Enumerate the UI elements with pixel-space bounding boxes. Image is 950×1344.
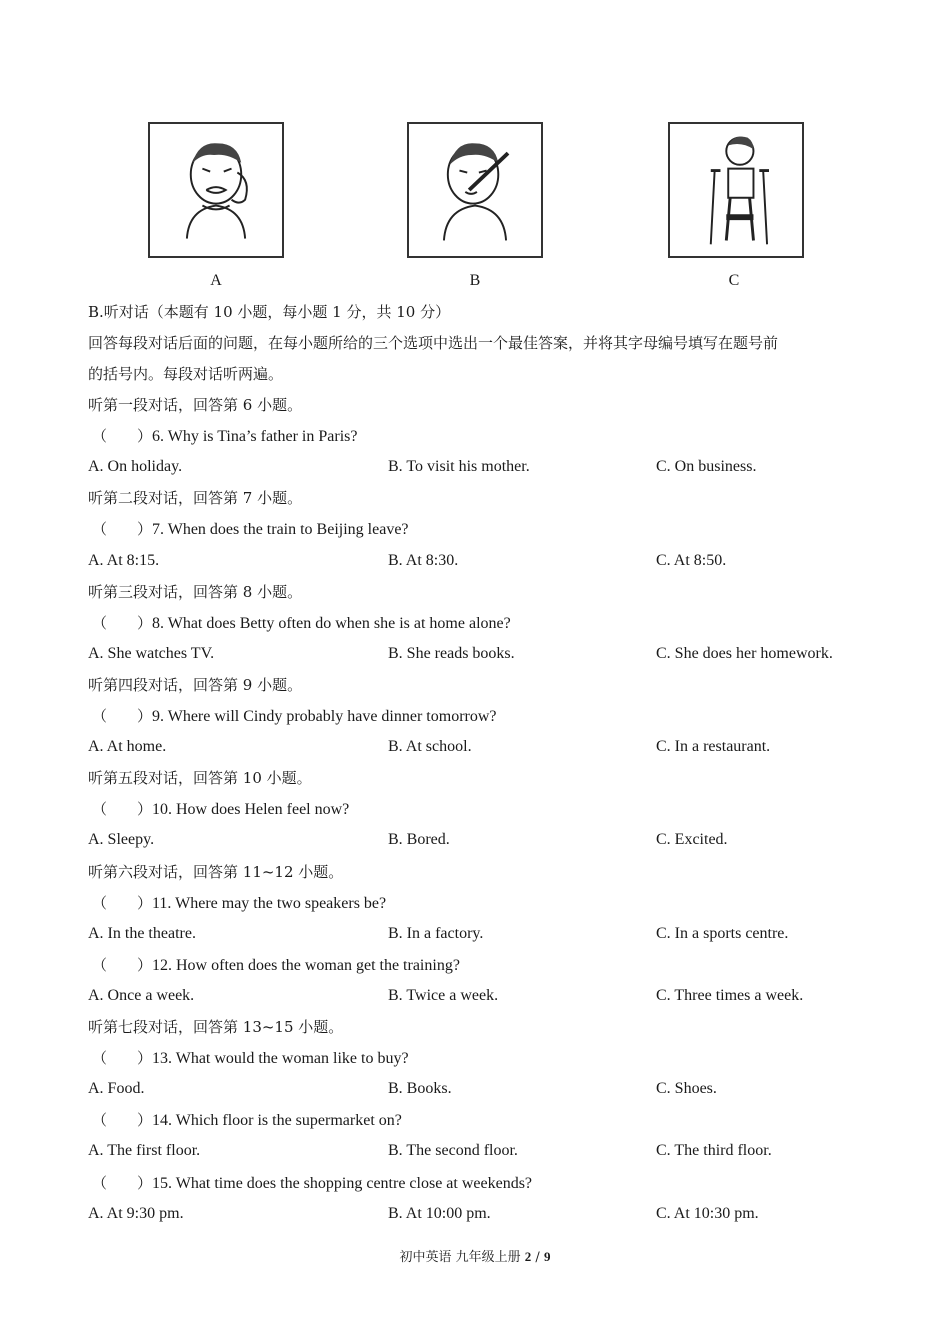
question [92,519,409,540]
question-text: 14. Which floor is the supermarket on? [152,1112,402,1129]
option-c: C. In a restaurant. [656,738,771,755]
fever-boy-icon [407,122,543,258]
question [92,1173,532,1194]
option-c: C. On business. [656,458,757,475]
answer-bracket[interactable]: （ ） [92,1174,153,1192]
dialogue-heading: 听第六段对话，回答第 11~12 小题。 [88,863,344,881]
answer-bracket[interactable]: （ ） [92,707,153,725]
question-text: 15. What time does the shopping centre close at weekends? [152,1175,533,1192]
option-a: A. Once a week. [88,987,195,1004]
answer-bracket[interactable]: （ ） [92,1111,153,1129]
dialogue-heading: 听第二段对话，回答第 7 小题。 [88,489,303,507]
option-c: C. She does her homework. [656,645,833,662]
answer-bracket[interactable]: （ ） [92,956,153,974]
option-a: A. On holiday. [88,458,183,475]
question [92,1110,402,1131]
dialogue-heading: 听第三段对话，回答第 8 小题。 [88,583,303,601]
picture-label-c: C [728,272,740,289]
answer-bracket[interactable]: （ ） [92,800,153,818]
option-b: B. She reads books. [388,645,515,662]
toothache-boy-icon [148,122,284,258]
option-a: A. At home. [88,738,167,755]
question [92,426,357,447]
question-text: 6. Why is Tina’s father in Paris? [152,428,358,445]
footer-sep: / [531,1250,544,1265]
option-b: B. At school. [388,738,472,755]
option-b: B. Books. [388,1080,452,1097]
question [92,706,497,727]
option-b: B. Twice a week. [388,987,499,1004]
answer-bracket[interactable]: （ ） [92,894,153,912]
option-b: B. At 8:30. [388,552,459,569]
question-text: 9. Where will Cindy probably have dinner tomorrow? [152,708,497,725]
option-a: A. At 8:15. [88,552,160,569]
instructions-line-1: 回答每段对话后面的问题，在每小题所给的三个选项中选出一个最佳答案，并将其字母编号填写在题号前 [88,334,779,352]
dialogue-heading: 听第一段对话，回答第 6 小题。 [88,396,303,414]
question [92,799,349,820]
dialogue-heading: 听第五段对话，回答第 10 小题。 [88,769,312,787]
option-a: A. In the theatre. [88,925,196,942]
option-b: B. Bored. [388,831,450,848]
option-b: B. At 10:00 pm. [388,1205,491,1222]
option-b: B. To visit his mother. [388,458,530,475]
option-c: C. The third floor. [656,1142,772,1159]
question-text: 11. Where may the two speakers be? [152,895,387,912]
option-b: B. The second floor. [388,1142,518,1159]
picture-label-a: A [210,272,222,289]
question-text: 13. What would the woman like to buy? [152,1050,409,1067]
question [92,955,460,976]
picture-options [0,122,950,294]
footer-total: 9 [543,1249,551,1264]
picture-label-b: B [469,272,481,289]
question [92,613,511,634]
answer-bracket[interactable]: （ ） [92,520,153,538]
option-c: C. Excited. [656,831,728,848]
question-text: 7. When does the train to Beijing leave? [152,521,409,538]
answer-bracket[interactable]: （ ） [92,614,153,632]
instructions-line-2: 的括号内。每段对话听两遍。 [88,365,284,383]
option-a: A. Food. [88,1080,145,1097]
option-a: A. Sleepy. [88,831,155,848]
option-a: A. She watches TV. [88,645,215,662]
option-c: C. In a sports centre. [656,925,789,942]
option-a: A. At 9:30 pm. [88,1205,184,1222]
option-a: A. The first floor. [88,1142,201,1159]
answer-bracket[interactable]: （ ） [92,1049,153,1067]
footer-page: 2 [524,1249,532,1264]
answer-bracket[interactable]: （ ） [92,427,153,445]
option-b: B. In a factory. [388,925,484,942]
option-c: C. Shoes. [656,1080,717,1097]
dialogue-heading: 听第四段对话，回答第 9 小题。 [88,676,303,694]
option-c: C. Three times a week. [656,987,804,1004]
dialogue-heading: 听第七段对话，回答第 13~15 小题。 [88,1018,344,1036]
question-text: 12. How often does the woman get the training? [152,957,460,974]
question [92,893,386,914]
page-footer [0,1246,950,1265]
section-title: B.听对话（本题有 10 小题，每小题 1 分，共 10 分） [88,303,451,321]
question-text: 8. What does Betty often do when she is at home alone? [152,615,511,632]
question [92,1048,409,1069]
option-c: C. At 8:50. [656,552,727,569]
option-c: C. At 10:30 pm. [656,1205,759,1222]
crutches-boy-icon [668,122,804,258]
question-text: 10. How does Helen feel now? [152,801,350,818]
footer-subject: 初中英语 九年级上册 [399,1250,525,1265]
